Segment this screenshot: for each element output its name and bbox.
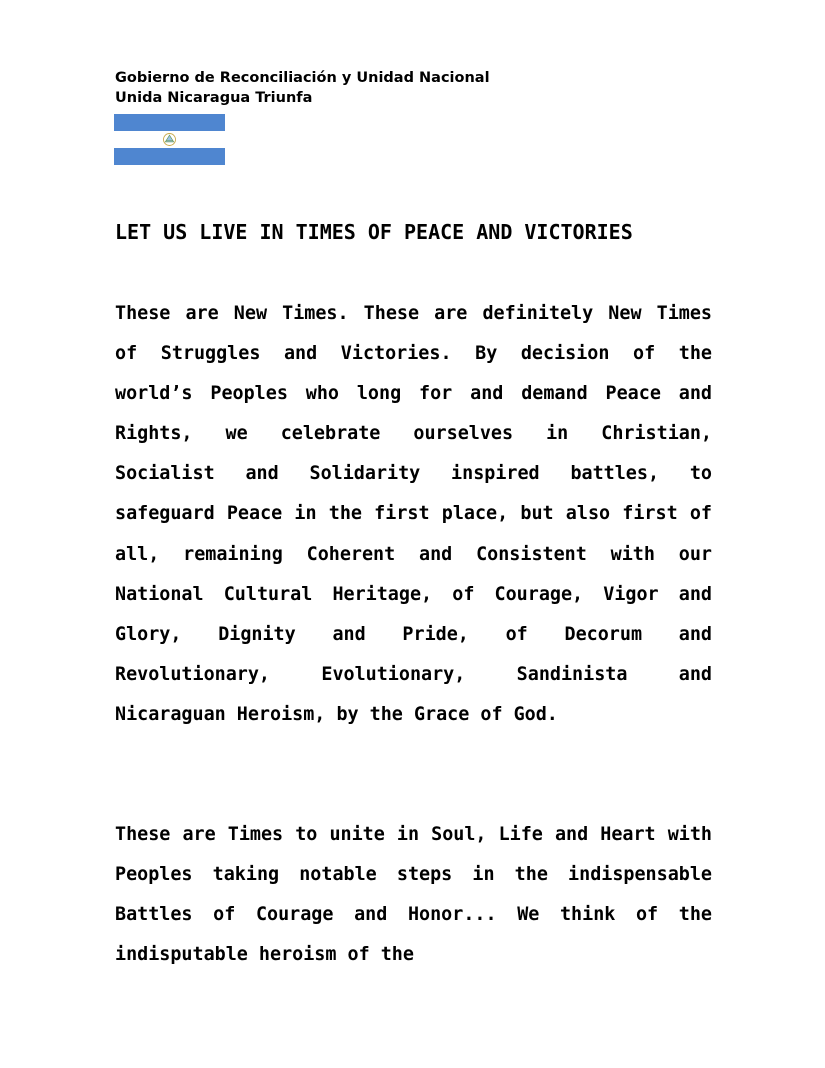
document-title: LET US LIVE IN TIMES OF PEACE AND VICTORIES <box>115 220 633 244</box>
government-name: Gobierno de Reconciliación y Unidad Nacional <box>115 70 490 86</box>
flag-top-stripe <box>114 114 225 131</box>
body-paragraph-2: These are Times to unite in Soul, Life and Heart with Peoples taking notable steps in the indispensable Battles of Courage and Honor... We think of the indisputable heroism of the <box>115 824 712 966</box>
body-paragraph-1: These are New Times. These are definitely New Times of Struggles and Victories. By decision of the world’s Peoples who long for and demand Peace and Rights, we celebrate ourselves in Christian, Socialist and Solidarity inspired battles, to safeguard Peace in the first place, but also first of all, remaining Coherent and Consistent with our National Cultural Heritage, of Courage, Vigor and Glory, Dignity and Pride, of Decorum and Revolutionary, Evolutionary, Sandinista and Nicaraguan Heroism, by the Grace of God. <box>115 303 712 725</box>
flag-bottom-stripe <box>114 148 225 165</box>
nicaragua-flag-icon <box>114 114 225 165</box>
letterhead <box>115 68 490 108</box>
government-slogan: Unida Nicaragua Triunfa <box>115 90 313 106</box>
